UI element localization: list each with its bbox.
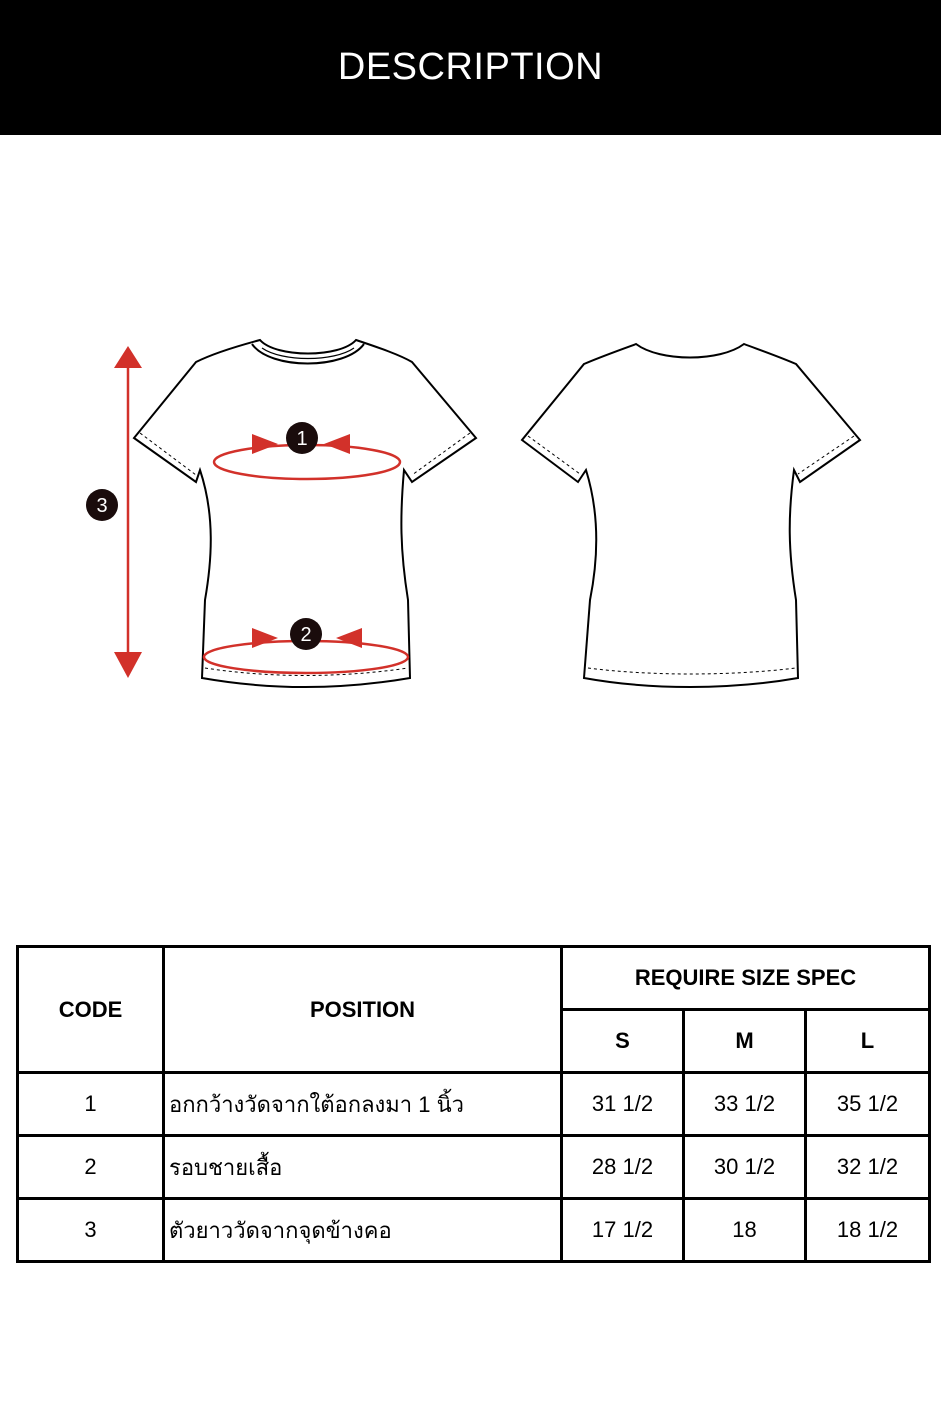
code-column-header: CODE	[18, 947, 164, 1073]
position-cell: ตัวยาววัดจากจุดข้างคอ	[164, 1199, 562, 1262]
code-cell: 2	[18, 1136, 164, 1199]
position-cell: อกกว้างวัดจากใต้อกลงมา 1 นิ้ว	[164, 1073, 562, 1136]
size-m-header: M	[684, 1010, 806, 1073]
size-l-cell: 18 1/2	[806, 1199, 930, 1262]
table-row	[18, 1199, 930, 1262]
size-spec-header: REQUIRE SIZE SPEC	[562, 947, 930, 1010]
size-l-cell: 32 1/2	[806, 1136, 930, 1199]
back-tshirt-illustration	[522, 344, 860, 687]
code-cell: 1	[18, 1073, 164, 1136]
hem-marker-label: 2	[300, 624, 312, 646]
length-marker-label: 3	[96, 495, 108, 517]
size-l-cell: 35 1/2	[806, 1073, 930, 1136]
size-s-cell: 17 1/2	[562, 1199, 684, 1262]
position-column-header: POSITION	[164, 947, 562, 1073]
length-measure-indicator	[86, 346, 142, 678]
size-m-cell: 33 1/2	[684, 1073, 806, 1136]
size-l-header: L	[806, 1010, 930, 1073]
size-s-cell: 31 1/2	[562, 1073, 684, 1136]
size-m-cell: 18	[684, 1199, 806, 1262]
page-title: DESCRIPTION	[337, 46, 604, 88]
size-s-header: S	[562, 1010, 684, 1073]
code-cell: 3	[18, 1199, 164, 1262]
size-m-cell: 30 1/2	[684, 1136, 806, 1199]
size-spec-table	[16, 945, 931, 1263]
header-bar	[0, 0, 941, 135]
tshirt-diagram	[0, 300, 941, 720]
position-cell: รอบชายเสื้อ	[164, 1136, 562, 1199]
table-row	[18, 1136, 930, 1199]
table-row	[18, 1073, 930, 1136]
chest-marker-label: 1	[296, 428, 308, 450]
size-s-cell: 28 1/2	[562, 1136, 684, 1199]
